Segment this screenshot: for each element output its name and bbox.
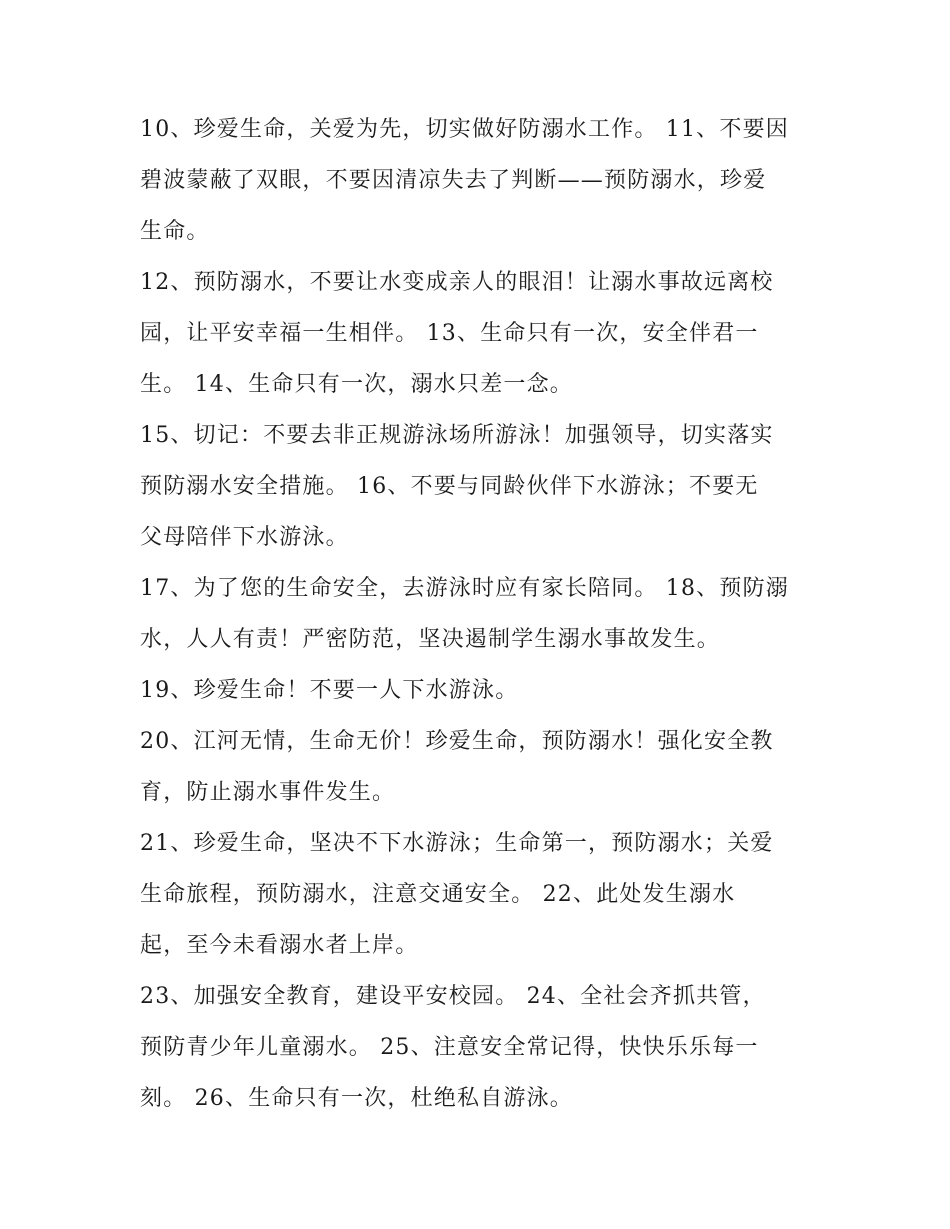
paragraph-17-18 bbox=[140, 563, 820, 665]
text-line: 17、为了您的生命安全，去游泳时应有家长陪同。 18、预防溺 bbox=[140, 576, 789, 601]
paragraph-23-26 bbox=[140, 971, 820, 1124]
document-body bbox=[140, 104, 820, 1124]
text-line: 生。 14、生命只有一次，溺水只差一念。 bbox=[140, 372, 573, 397]
text-line: 预防青少年儿童溺水。 25、注意安全常记得，快快乐乐每一 bbox=[140, 1035, 759, 1060]
text-line: 20、江河无情，生命无价！珍爱生命，预防溺水！强化安全教 bbox=[140, 729, 774, 754]
text-line: 21、珍爱生命，坚决不下水游泳；生命第一，预防溺水；关爱 bbox=[140, 831, 774, 856]
text-line: 起，至今未看溺水者上岸。 bbox=[140, 933, 419, 958]
paragraph-12-14 bbox=[140, 257, 820, 410]
paragraph-20 bbox=[140, 716, 820, 818]
text-line: 19、珍爱生命！不要一人下水游泳。 bbox=[140, 678, 519, 703]
paragraph-10-11 bbox=[140, 104, 820, 257]
text-line: 23、加强安全教育，建设平安校园。 24、全社会齐抓共管， bbox=[140, 984, 766, 1009]
text-line: 12、预防溺水，不要让水变成亲人的眼泪！让溺水事故远离校 bbox=[140, 270, 774, 295]
text-line: 生命。 bbox=[140, 219, 210, 244]
text-line: 父母陪伴下水游泳。 bbox=[140, 525, 349, 550]
text-line: 碧波蒙蔽了双眼，不要因清凉失去了判断——预防溺水，珍爱 bbox=[140, 168, 767, 193]
text-line: 育，防止溺水事件发生。 bbox=[140, 780, 396, 805]
text-line: 预防溺水安全措施。 16、不要与同龄伙伴下水游泳；不要无 bbox=[140, 474, 759, 499]
paragraph-19 bbox=[140, 665, 820, 716]
text-line: 10、珍爱生命，关爱为先，切实做好防溺水工作。 11、不要因 bbox=[140, 117, 789, 142]
text-line: 水，人人有责！严密防范，坚决遏制学生溺水事故发生。 bbox=[140, 627, 721, 652]
text-line: 园，让平安幸福一生相伴。 13、生命只有一次，安全伴君一 bbox=[140, 321, 759, 346]
text-line: 15、切记：不要去非正规游泳场所游泳！加强领导，切实落实 bbox=[140, 423, 774, 448]
paragraph-15-16 bbox=[140, 410, 820, 563]
paragraph-21-22 bbox=[140, 818, 820, 971]
text-line: 生命旅程，预防溺水，注意交通安全。 22、此处发生溺水 bbox=[140, 882, 736, 907]
text-line: 刻。 26、生命只有一次，杜绝私自游泳。 bbox=[140, 1086, 573, 1111]
